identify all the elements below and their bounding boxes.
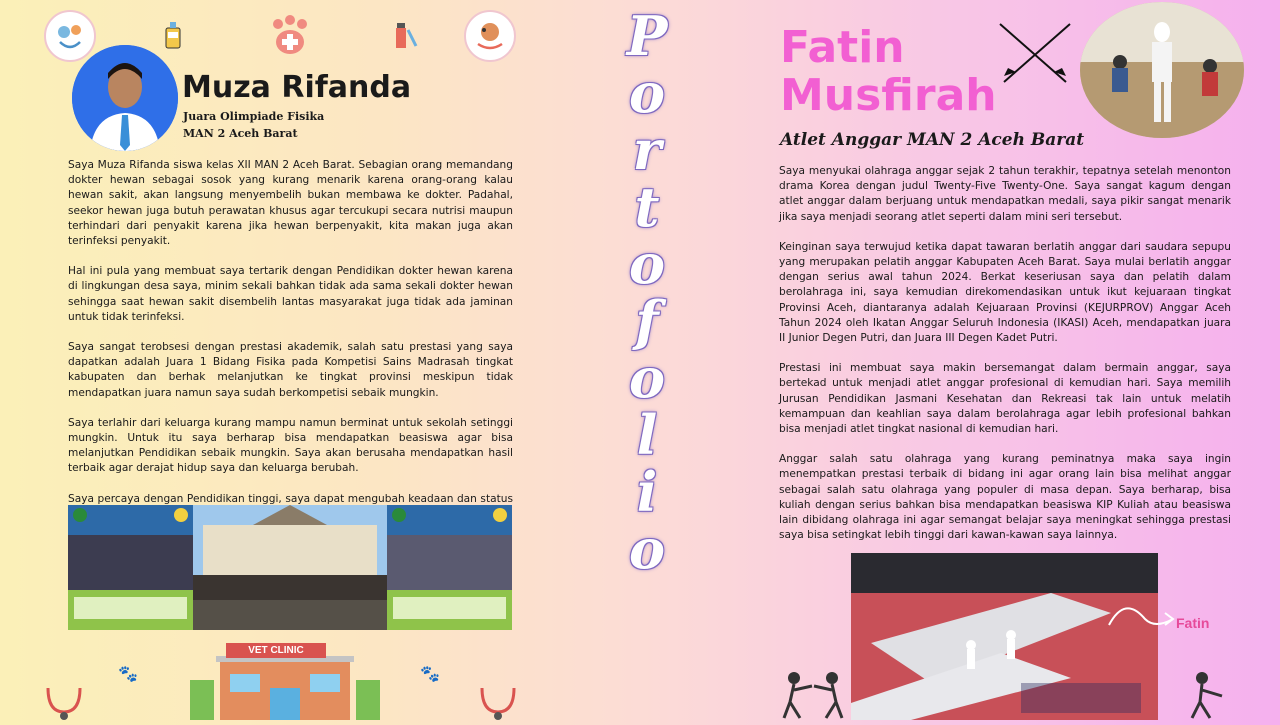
competition-photo-2 xyxy=(387,505,512,630)
fatin-name-line-1: Fatin xyxy=(780,22,905,73)
paw-prints-right-icon: 🐾 xyxy=(420,666,440,683)
title-letter: o xyxy=(628,346,666,410)
title-letter: l xyxy=(636,403,658,467)
veterinarian-badge-right xyxy=(464,10,516,62)
fatin-body xyxy=(779,164,1231,543)
arrow-icon xyxy=(1105,595,1177,640)
title-letter: o xyxy=(628,232,666,296)
muza-paragraph-5: Saya percaya dengan Pendidikan tinggi, saya dapat mengubah keadaan dan status xyxy=(68,492,513,505)
title-letter: o xyxy=(628,61,666,125)
dog-icon xyxy=(466,12,514,60)
syringe-icon xyxy=(158,20,188,59)
fatin-paragraph-4: Anggar salah satu olahraga yang kurang peminatnya maka saya ingin menempatkan prestasi terbaik di bidang ini agar orang lain bisa melihat anggar sebagai salah satu olahraga yang populer di masa depan. Saya berharap, bisa kuliah dengan serius bahkan bisa mendapatkan beasiswa KIP Kuliah atau beasiswa lain dibidang olahraga ini agar semangat belajar saya meningkat sehingga prestasi saya bisa setingkat lebih tinggi dari kawan-kawan saya lainnya. xyxy=(779,453,1231,542)
title-letter: f xyxy=(635,289,659,353)
fencers-left-icon xyxy=(780,668,846,725)
competition-photo-1 xyxy=(68,505,193,630)
stethoscope-bottom-left-icon xyxy=(44,684,84,725)
muza-paragraph-4: Saya terlahir dari keluarga kurang mampu namun berminat untuk sekolah setinggi mungkin. Untuk itu saya berharap bisa mendapatkan beasiswa agar bisa melanjutkan Pendidikan sebaik mungkin. Saya akan berusaha mendapatkan hasil terbaik agar derajat hidup saya dan keluarga berubah. xyxy=(68,416,513,475)
title-letter: r xyxy=(632,118,662,182)
portofolio-vertical-title xyxy=(612,4,682,581)
stethoscope-icon xyxy=(46,12,94,60)
muza-paragraph-3: Saya sangat terobsesi dengan prestasi akademik, salah satu prestasi yang saya dapatkan adalah Juara 1 Bidang Fisika pada Kompetisi Sains Madrasah tingkat kabupaten dan berhak melanjutkan ke tingkat provinsi meskipun tidak mendapatkan juara namun saya sudah berkompetisi sebaik mungkin. xyxy=(68,341,513,399)
muza-subtitle-2: MAN 2 Aceh Barat xyxy=(183,127,298,140)
fatin-paragraph-2: Keinginan saya terwujud ketika dapat tawaran berlatih anggar dari saudara sepupu yang merupakan pelatih anggar Kabupaten Aceh Barat. Saya mulai berlatih anggar dengan serius awal tahun 2024. Berkat keseriusan saya dan pelatih dalam berolahraga ini, saya kemudian direkomendasikan untuk ikut kejuaraan tingkat Provinsi Aceh, diantaranya adalah Kejuaraan Provinsi (KEJURPROV) Anggar Aceh Tahun 2024 oleh Ikatan Anggar Seluruh Indonesia (IKASI) Aceh, mendapatkan juara II Junior Degen Putri, dan Juara III Degen Kadet Putri. xyxy=(779,240,1231,345)
school-group-photo xyxy=(193,505,387,630)
muza-body xyxy=(68,158,513,522)
avatar-muza xyxy=(72,45,178,151)
muza-subtitle-1: Juara Olimpiade Fisika xyxy=(183,110,325,123)
muza-paragraph-2: Hal ini pula yang membuat saya tertarik dengan Pendidikan dokter hewan karena di lingkungan desa saya, minim sekali bahkan tidak ada sama sekali dokter hewan sehingga saat hewan sakit disembelih lantas masyarakat juga tidak ada jaminan untuk tidak terinfeksi. xyxy=(68,265,513,323)
fatin-paragraph-1: Saya menyukai olahraga anggar sejak 2 tahun terakhir, tepatnya setelah menonton drama Korea dengan judul Twenty-Five Twenty-One. Saya sangat kagum dengan atlet anggar dalam berjuang untuk mendapatkan medali, saya pikir sangat menarik jika saya menjadi seorang atlet seperti dalam mini seri tersebut. xyxy=(779,165,1231,223)
paw-cross-icon xyxy=(268,14,312,61)
title-letter: t xyxy=(634,175,660,239)
crossed-swords-icon xyxy=(996,20,1074,93)
fatin-paragraph-3: Prestasi ini membuat saya makin bersemangat dalam bermain anggar, saya bertekad untuk menjadi atlet anggar profesional di kemudian hari. Saya memilih Jurusan Pendidikan Jasmani Kesehatan dan Rekreasi tak lain untuk melatih kemampuan dan keahlian saya dalam berolahraga agar lebih profesional bahkan bisa menjadi atlet tingkat nasional di kemudian hari. xyxy=(779,362,1231,436)
medicine-bottle-icon xyxy=(390,20,418,57)
title-letter: o xyxy=(628,517,666,581)
title-letter: P xyxy=(626,4,668,68)
veterinarian-badge-left xyxy=(44,10,96,62)
vet-clinic-sign: VET CLINIC xyxy=(226,643,326,658)
muza-paragraph-1: Saya Muza Rifanda siswa kelas XII MAN 2 Aceh Barat. Sebagian orang memandang dokter hewan sebagai sosok yang kurang menarik karena orang-orang kalau hewan sakit, akan langsung menyembelih bukan membawa ke dokter. Padahal, seekor hewan juga butuh perawatan khusus agar tercukupi secara nutrisi maupun terhindari dari penyakit karena jika hewan berpenyakit, kita makan juga akan terinfeksi penyakit. xyxy=(68,159,513,248)
paw-prints-left-icon: 🐾 xyxy=(118,666,138,683)
avatar-fatin xyxy=(1080,2,1244,138)
fatin-name-line-2: Musfirah xyxy=(780,70,997,121)
stethoscope-bottom-right-icon xyxy=(478,684,518,725)
muza-name: Muza Rifanda xyxy=(182,70,412,105)
title-letter: i xyxy=(636,460,658,524)
fatin-subtitle: Atlet Anggar MAN 2 Aceh Barat xyxy=(780,130,1085,150)
arrow-label: Fatin xyxy=(1176,615,1210,631)
fencer-right-icon xyxy=(1180,668,1224,725)
